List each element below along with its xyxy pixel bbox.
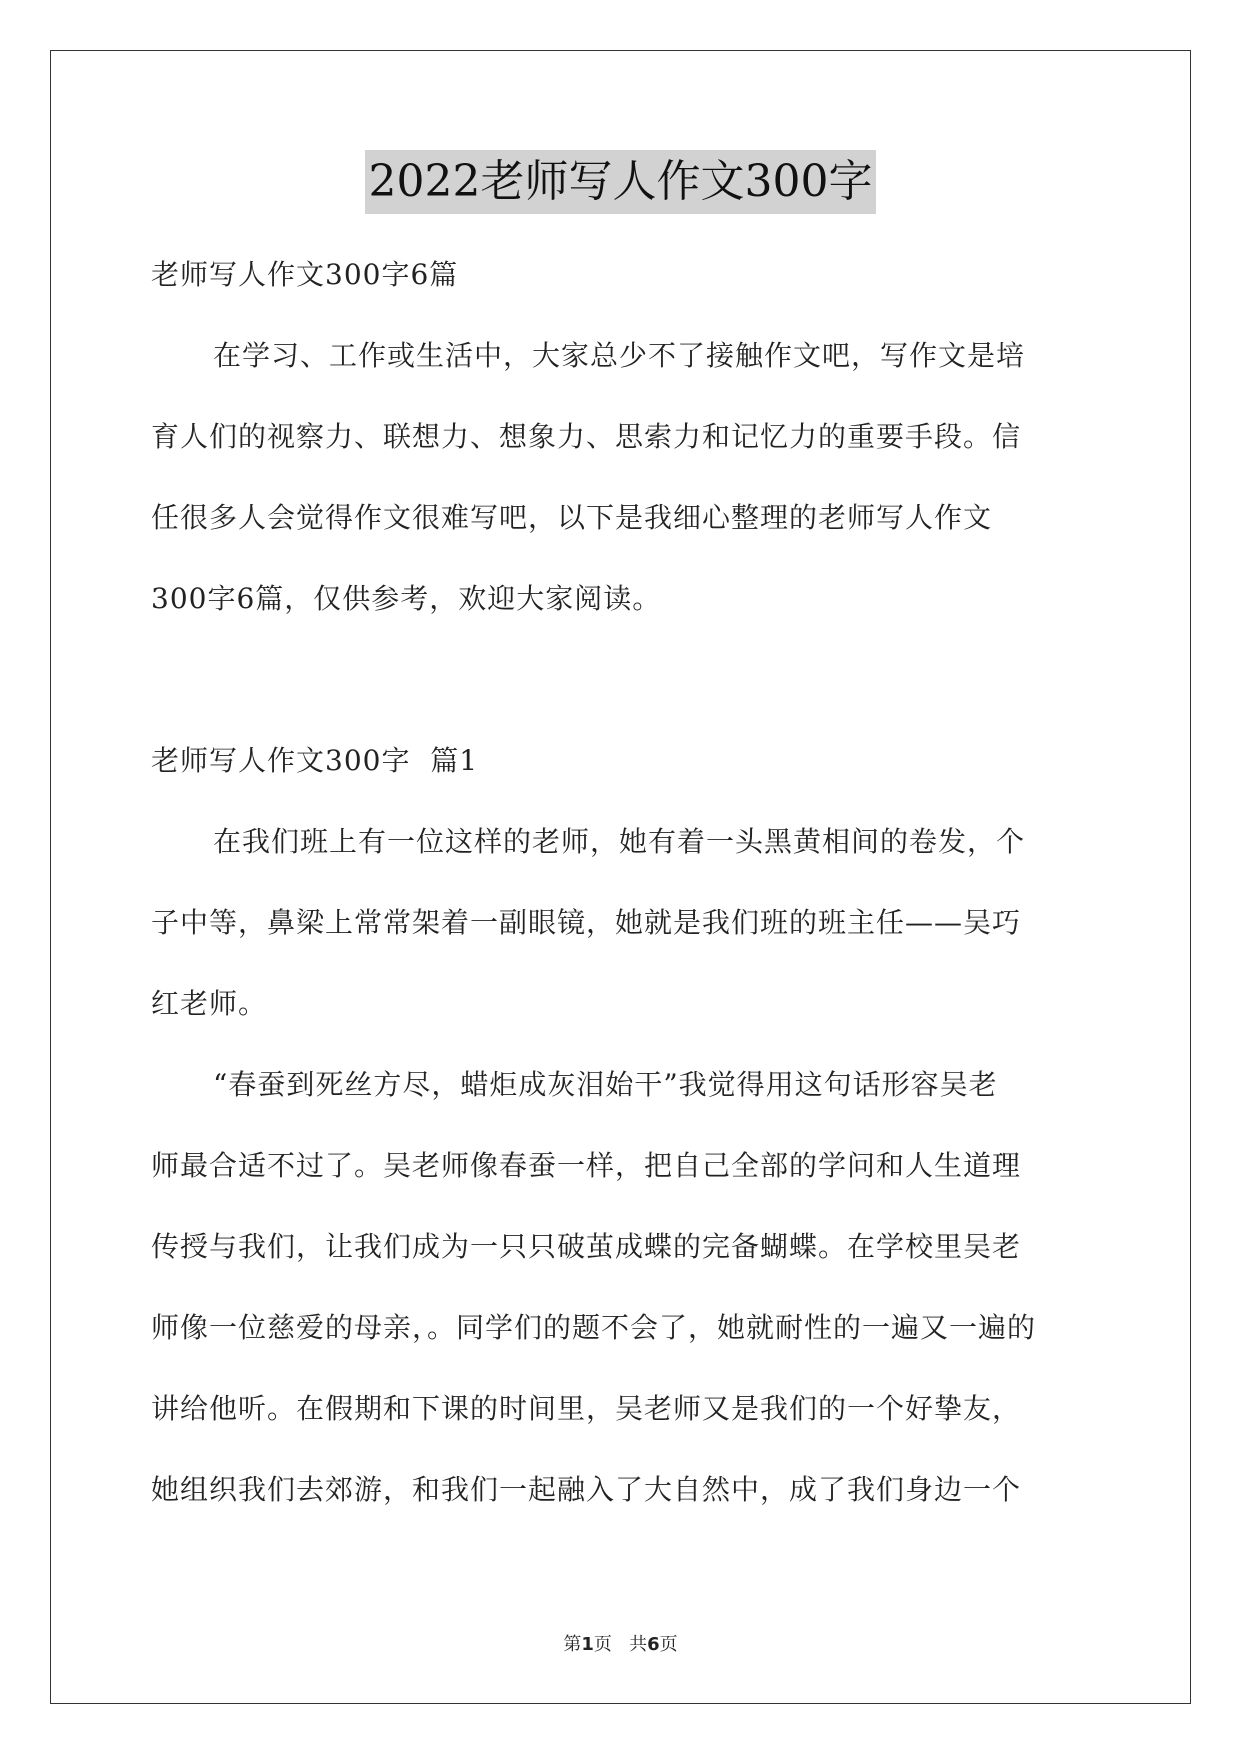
intro-line: 育人们的视察力、联想力、想象力、思索力和记忆力的重要手段。信: [151, 420, 1022, 453]
intro-line: 任很多人会觉得作文很难写吧，以下是我细心整理的老师写人作文: [151, 501, 993, 534]
section-heading: 老师写人作文300字 篇1: [151, 744, 479, 777]
page-current-number: 1: [581, 1634, 594, 1655]
intro-line: 300字6篇，仅供参考，欢迎大家阅读。: [151, 582, 662, 615]
page-suffix: 页: [659, 1634, 678, 1655]
paragraph-line: 师像一位慈爱的母亲，。同学们的题不会了，她就耐性的一遍又一遍的: [151, 1311, 1037, 1344]
paragraph-line: 她组织我们去郊游，和我们一起融入了大自然中，成了我们身边一个: [151, 1473, 1022, 1506]
page-footer: [0, 1630, 1241, 1656]
page-mid: 页 共: [593, 1634, 648, 1655]
paragraph-line: 讲给他听。在假期和下课的时间里，吴老师又是我们的一个好挚友，: [151, 1392, 1022, 1425]
intro-line: 在学习、工作或生活中，大家总少不了接触作文吧，写作文是培: [213, 339, 1026, 372]
paragraph-line: 红老师。: [151, 987, 268, 1020]
page-total-number: 6: [647, 1634, 660, 1655]
paragraph-line: 传授与我们，让我们成为一只只破茧成蝶的完备蝴蝶。在学校里吴老: [151, 1230, 1022, 1263]
document-title-text: 2022老师写人作文300字: [365, 150, 877, 214]
paragraph-line: 在我们班上有一位这样的老师，她有着一头黑黄相间的卷发，个: [213, 825, 1026, 858]
paragraph-line: 师最合适不过了。吴老师像春蚕一样，把自己全部的学问和人生道理: [151, 1149, 1022, 1182]
paragraph-spacer: [151, 639, 1097, 720]
page-prefix: 第: [563, 1634, 582, 1655]
document-body: [151, 234, 1097, 1530]
document-title: [0, 150, 1241, 214]
paragraph-line: “春蚕到死丝方尽，蜡炬成灰泪始干”我觉得用这句话形容吴老: [213, 1068, 998, 1101]
paragraph-line: 子中等，鼻梁上常常架着一副眼镜，她就是我们班的班主任——吴巧: [151, 906, 1022, 939]
document-subtitle: 老师写人作文300字6篇: [151, 258, 459, 291]
